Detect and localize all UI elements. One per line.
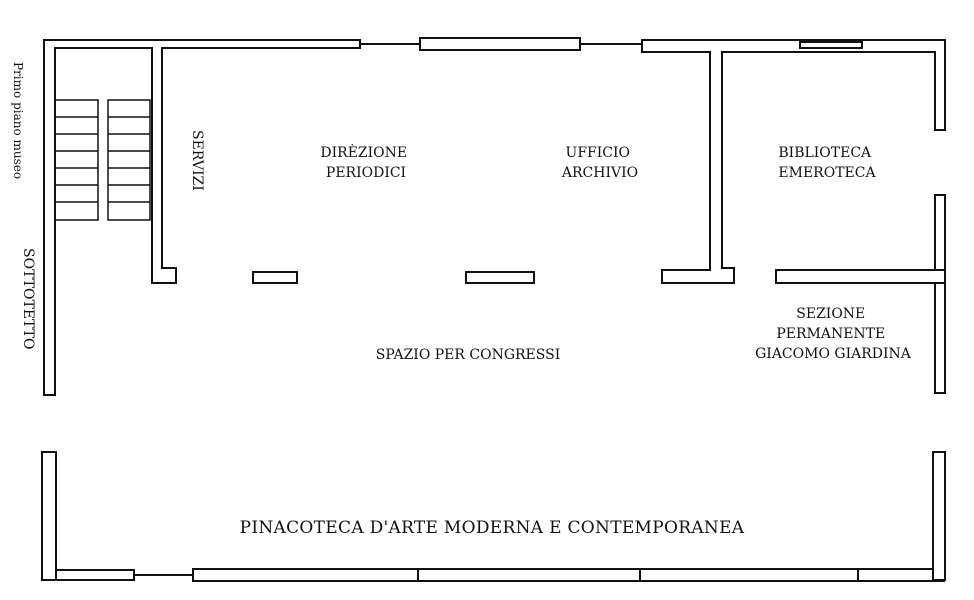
room-label-sezione-line2: PERMANENTE [776, 326, 886, 342]
pillar-1 [253, 272, 297, 283]
room-label-sezione-line3: GIACOMO GIARDINA [755, 346, 911, 362]
side-label-primo-piano: Primo piano museo [11, 62, 25, 180]
room-label-pinacoteca: PINACOTECA D'ARTE MODERNA E CONTEMPORANEA [239, 518, 745, 538]
bottom-window-3 [640, 569, 858, 581]
top-wall-left [44, 40, 360, 395]
top-window-1 [420, 38, 580, 50]
room-label-direzione-line1: DIRÈZIONE [320, 145, 408, 161]
room-label-ufficio-line1: UFFICIO [565, 145, 631, 161]
room-label-biblioteca-line1: BIBLIOTECA [778, 145, 872, 161]
pillars [253, 272, 534, 283]
room-label-servizi: SERVIZI [189, 130, 205, 191]
room-label-biblioteca [778, 145, 876, 181]
bottom-window-2 [418, 569, 640, 581]
room-label-spazio-congressi: SPAZIO PER CONGRESSI [375, 347, 561, 363]
right-walls [776, 195, 945, 580]
bottom-window-1 [193, 569, 418, 581]
bottom-wall [42, 569, 945, 581]
room-label-sezione-line1: SEZIONE [796, 306, 866, 322]
pillar-2 [466, 272, 534, 283]
room-label-direzione [320, 143, 411, 181]
left-walls [42, 452, 56, 580]
staircase [56, 100, 150, 220]
room-label-biblioteca-line2: EMEROTECA [778, 165, 876, 181]
bottom-wall-right [858, 569, 945, 581]
right-wall-lower [933, 452, 945, 580]
room-label-ufficio [561, 145, 638, 181]
room-label-sezione [755, 306, 912, 362]
left-wall-lower [42, 452, 56, 580]
biblio-bottom-wall [776, 270, 945, 283]
top-wall-right [642, 40, 945, 283]
side-label-sottotetto: SOTTOTETTO [20, 248, 36, 350]
top-window-2 [800, 42, 862, 48]
room-label-direzione-line2: PERIODICI [325, 165, 407, 181]
right-wall-middle [935, 283, 945, 393]
right-wall-upper [935, 195, 945, 270]
room-label-ufficio-line2: ARCHIVIO [561, 165, 639, 181]
